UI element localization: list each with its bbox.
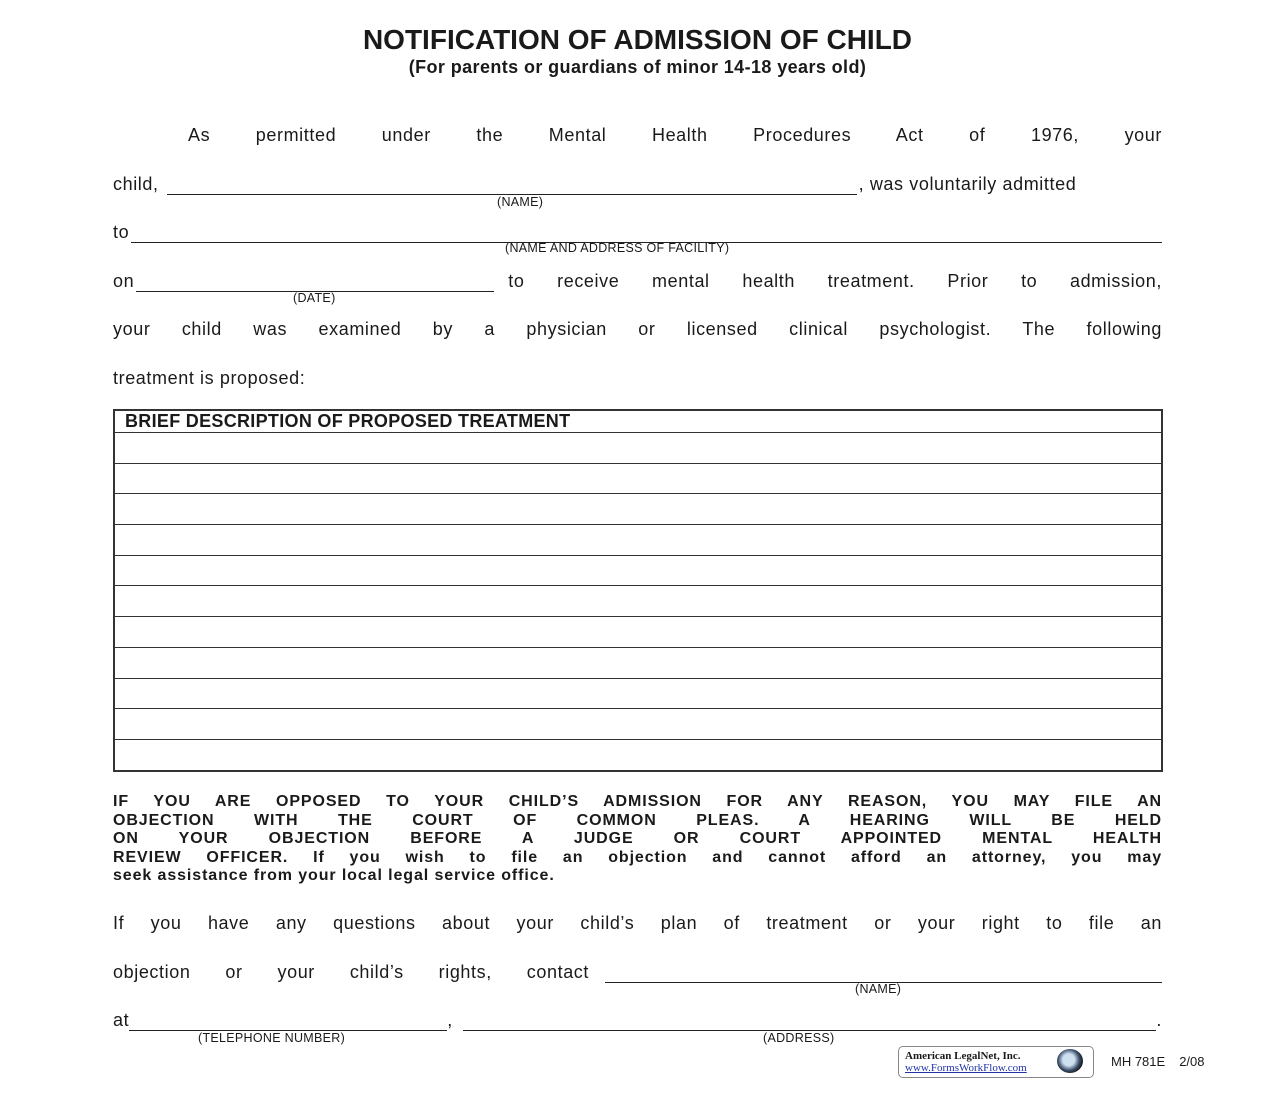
notice-line: REVIEW OFFICER. If you wish to file an objection and cannot afford an attorney, you may [113,848,1162,866]
form-id [1111,1054,1205,1069]
date-line [113,268,1162,292]
form-title: NOTIFICATION OF ADMISSION OF CHILD [362,24,913,55]
intro-line [113,122,1162,146]
treatment-row[interactable] [114,555,1162,586]
exam-line [113,316,1162,340]
treatment-row[interactable] [114,709,1162,740]
treatment-row[interactable] [114,739,1162,770]
text: As permitted under the Mental Health Procedures Act of 1976, your [188,125,1162,145]
proposed-line [113,365,1162,389]
publisher-logo [898,1046,1094,1078]
treatment-row[interactable] [114,433,1162,464]
form-date: 2/08 [1179,1054,1205,1069]
treatment-row[interactable] [114,525,1162,556]
form-subtitle: (For parents or guardians of minor 14-18 years old) [408,57,867,77]
globe-icon [1057,1049,1083,1073]
child-name-field[interactable] [167,176,857,195]
table-header: BRIEF DESCRIPTION OF PROPOSED TREATMENT [125,411,571,431]
notice-line: seek assistance from your local legal service office. [113,867,555,884]
text: to receive mental health treatment. Prior to admission, [508,271,1162,291]
form-number: MH 781E [1111,1054,1166,1069]
phone-field[interactable] [129,1012,447,1031]
facility-line [113,219,1162,243]
notice-line: OBJECTION WITH THE COURT OF COMMON PLEAS. A HEARING WILL BE HELD [113,811,1162,829]
facility-label: (NAME AND ADDRESS OF FACILITY) [505,241,730,255]
child-name-line [113,171,1162,195]
publisher-name: American LegalNet, Inc. [905,1050,1021,1062]
contact-name-label: (NAME) [855,982,902,996]
publisher-link[interactable]: www.FormsWorkFlow.com [905,1062,1027,1074]
address-field[interactable] [463,1012,1157,1031]
phone-address-line [113,1007,1162,1031]
name-label: (NAME) [497,195,544,209]
text: , was voluntarily admitted [858,174,1077,194]
questions-line [113,910,1162,934]
date-label: (DATE) [293,291,336,305]
objection-notice [113,793,1162,886]
treatment-table [113,409,1163,772]
date-field[interactable] [136,273,494,292]
treatment-row[interactable] [114,617,1162,648]
notice-line: IF YOU ARE OPPOSED TO YOUR CHILD’S ADMISSION FOR ANY REASON, YOU MAY FILE AN [113,793,1162,810]
text: . [1156,1010,1162,1030]
text: If you have any questions about your child’s plan of treatment or your right to file an [113,913,1162,933]
text: to [113,222,130,242]
text: child, [113,174,159,194]
text: on [113,271,135,291]
contact-name-field[interactable] [605,964,1162,983]
text: objection or your child’s rights, contact [113,962,589,982]
notice-line: ON YOUR OBJECTION BEFORE A JUDGE OR COURT APPOINTED MENTAL HEALTH [113,830,1162,847]
text: your child was examined by a physician or licensed clinical psychologist. The following [113,319,1162,339]
treatment-row[interactable] [114,647,1162,678]
contact-line [113,959,1162,983]
treatment-row[interactable] [114,494,1162,525]
text: treatment is proposed: [113,368,306,388]
text: , [447,1010,453,1030]
treatment-row[interactable] [114,586,1162,617]
treatment-row[interactable] [114,678,1162,709]
phone-label: (TELEPHONE NUMBER) [198,1031,346,1045]
treatment-row[interactable] [114,463,1162,494]
address-label: (ADDRESS) [763,1031,835,1045]
text: at [113,1010,130,1030]
